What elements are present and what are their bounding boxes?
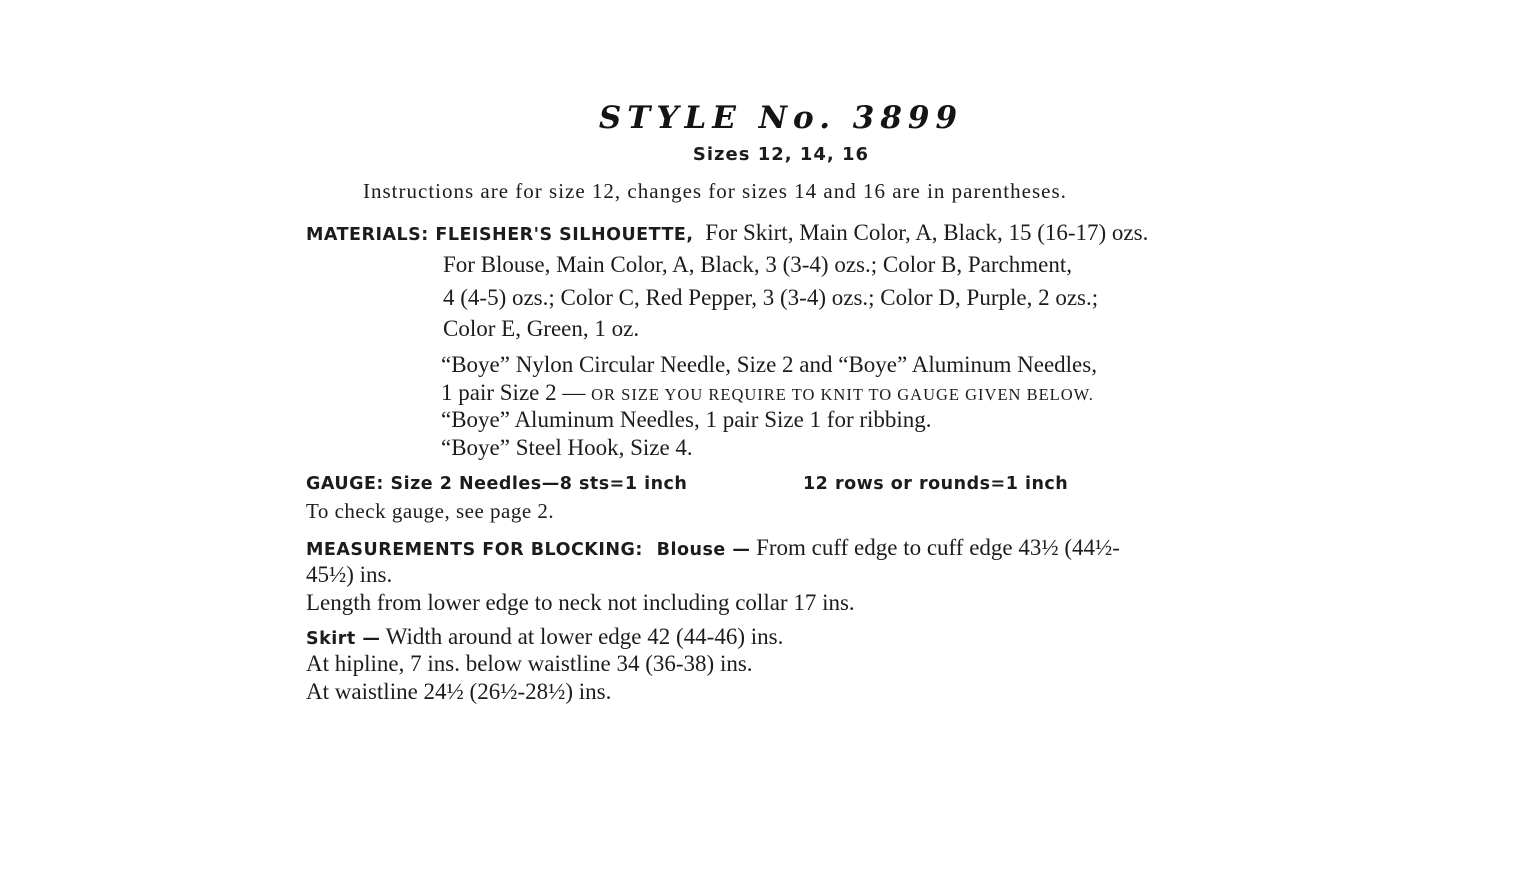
blouse-label: Blouse — (656, 540, 751, 560)
materials-label: MATERIALS: FLEISHER'S SILHOUETTE, (306, 225, 694, 245)
blouse-length-measure: Length from lower edge to neck not including collar 17 ins. (306, 590, 855, 615)
skirt-first-line (306, 624, 783, 650)
needles-line-2-prefix: 1 pair Size 2 — (441, 380, 586, 405)
blouse-cuff-measure-cont: 45½) ins. (306, 562, 393, 587)
needles-line-3: “Boye” Aluminum Needles, 1 pair Size 1 for ribbing. (441, 407, 932, 432)
intro-text: Instructions are for size 12, changes for sizes 14 and 16 are in parentheses. (363, 179, 1067, 203)
materials-color-e-line: Color E, Green, 1 oz. (443, 316, 640, 341)
hook-line: “Boye” Steel Hook, Size 4. (441, 435, 693, 460)
needles-gauge-note: OR SIZE YOU REQUIRE TO KNIT TO GAUGE GIVEN BELOW. (591, 385, 1094, 404)
materials-blouse-line: For Blouse, Main Color, A, Black, 3 (3-4) ozs.; Color B, Parchment, (443, 252, 1072, 277)
skirt-width-measure: Width around at lower edge 42 (44-46) ins. (385, 624, 784, 649)
skirt-hipline-measure: At hipline, 7 ins. below waistline 34 (36-38) ins. (306, 651, 753, 676)
skirt-waistline-measure: At waistline 24½ (26½-28½) ins. (306, 679, 612, 704)
materials-skirt-line: For Skirt, Main Color, A, Black, 15 (16-17) ozs. (705, 220, 1149, 245)
blouse-cuff-measure: From cuff edge to cuff edge 43½ (44½- (756, 535, 1120, 560)
gauge-label: GAUGE: Size 2 Needles—8 sts=1 inch (306, 474, 688, 494)
needles-line-2 (441, 380, 1094, 406)
style-title: STYLE No. 3899 (598, 100, 964, 136)
gauge-rows: 12 rows or rounds=1 inch (803, 474, 1069, 494)
sizes-subtitle: Sizes 12, 14, 16 (692, 144, 870, 165)
skirt-label: Skirt — (306, 629, 381, 649)
measurements-first-line (306, 535, 1120, 561)
materials-first-line (306, 220, 1148, 246)
needles-line-1: “Boye” Nylon Circular Needle, Size 2 and “Boye” Aluminum Needles, (441, 352, 1097, 377)
materials-colors-line: 4 (4-5) ozs.; Color C, Red Pepper, 3 (3-4) ozs.; Color D, Purple, 2 ozs.; (443, 285, 1099, 310)
measurements-label: MEASUREMENTS FOR BLOCKING: (306, 540, 643, 560)
gauge-note: To check gauge, see page 2. (306, 499, 555, 523)
